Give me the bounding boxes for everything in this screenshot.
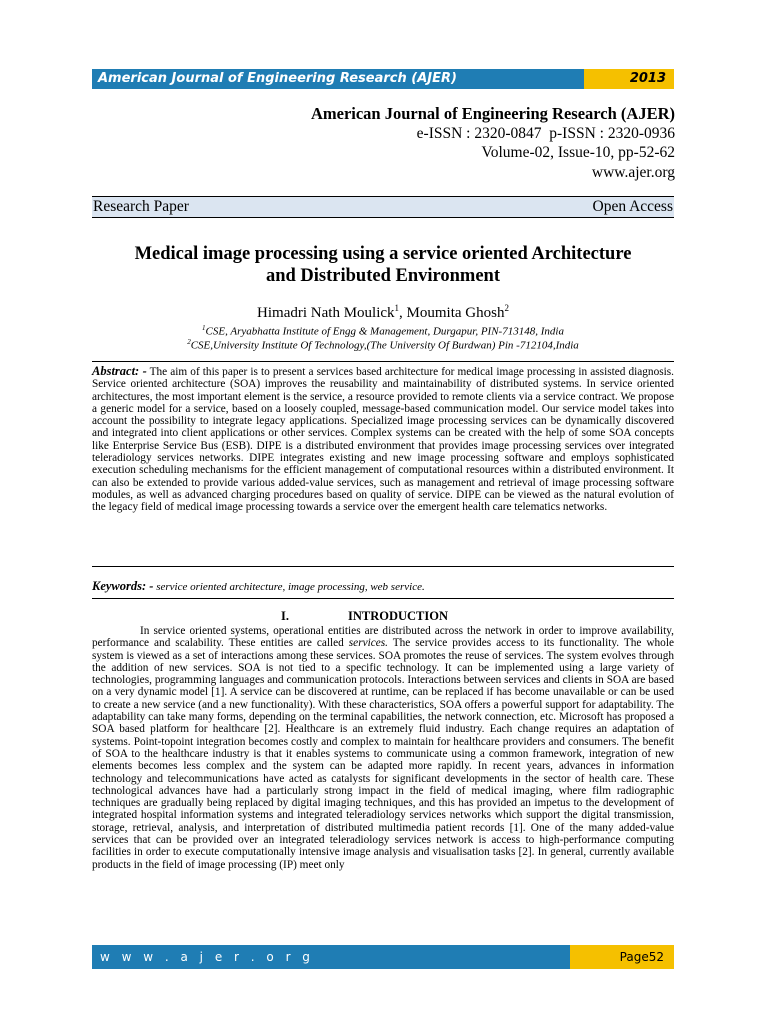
- journal-header-bar: [92, 69, 674, 89]
- page-footer: [92, 945, 674, 969]
- paper-type: Research Paper: [93, 198, 189, 215]
- paper-title-line1: Medical image processing using a service oriented Architecture: [134, 244, 632, 264]
- journal-title: American Journal of Engineering Research (AJER): [310, 104, 675, 123]
- intro-text-part2: The service provides access to its functionality. The whole system is viewed as a set of interactions among these services. SOA promotes the reuse of services. The system evolves through the addition of new services. SOA is not tied to a specific technology. It can be implemented using a large variety of technologies, programming languages and communication protocols. Interactions between services and clients in SOA are based on a very dynamic model [1]. A service can be discovered at runtime, can be replaced if has become unavailable or can be used to create a new service (and a new functionality). With these characteristics, SOA offers a powerful support for adaptability. The adaptability can take many forms, depending on the terminal capabilities, the network connection, etc. Microsoft has proposed a SOA based platform for healthcare [2]. Healthcare is an extremely fluid industry. Each change requires an adaptation of systems. Point-topoint integration becomes costly and complex to maintain for healthcare providers and consumers. The benefit of SOA to the healthcare industry is that it enables systems to communicate using a common framework, integration of new elements becomes less complex and the system can be adapted more rapidly. In recent years, advances in information technology and telecommunications have acted as catalysts for significant developments in the sector of health care. These technological advances have had a particularly strong impact in the field of medical imaging, where film radiographic techniques are gradually being replaced by digital imaging techniques, and this has provided an impetus to the development of integrated hospital information systems and integrated teleradiology services networks which support the digital transmission, storage, retrieval, analysis, and interpretation of distributed multimedia patient records [1]. One of the many added-value services that can be provided over an integrated teleradiology services network is access to high-performance computing facilities in order to execute computationally intensive image analysis and visualisation tasks [2]. In general, currently available products in the field of image processing (IP) meet only: [92, 637, 674, 871]
- footer-website: w w w . a j e r . o r g: [92, 945, 570, 969]
- journal-website: www.ajer.org: [591, 163, 675, 181]
- section-number: I.: [281, 609, 289, 623]
- affiliation-1-text: CSE, Aryabhatta Institute of Engg & Management, Durgapur, PIN-713148, India: [205, 325, 564, 338]
- affiliation-2: [92, 336, 674, 353]
- introduction-body: [92, 625, 674, 871]
- author-list: [92, 298, 674, 323]
- intro-emphasis: services.: [348, 637, 388, 650]
- paper-title: [92, 243, 674, 287]
- abstract-label: Abstract: -: [92, 364, 147, 378]
- keywords-label: Keywords: -: [92, 579, 154, 593]
- abstract-section: [92, 361, 674, 567]
- affiliation-2-text: CSE,University Institute Of Technology,(The University Of Burdwan) Pin -712104,India: [190, 339, 579, 352]
- author-1: Himadri Nath Moulick: [257, 305, 395, 321]
- paper-title-line2: and Distributed Environment: [265, 266, 501, 286]
- abstract-text: The aim of this paper is to present a services based architecture for medical image processing in assisted diagnosis. Service oriented architecture (SOA) improves the reusability and maintainability of distributed systems. In service oriented architectures, the most important element is the service, a resource provided to remote clients via a service contract. We propose a generic model for a service, based on a loosely coupled, message-based communication model. Our service model takes into account the possibility to integrate legacy applications. Specialized image processing services can be dynamically discovered and integrated into client applications or other services. Complex systems can be created with the help of some SOA concepts like Enterprise Service Bus (ESB). DIPE is a distributed environment that provides image processing services over integrated teleradiology services networks. DIPE integrates existing and new image processing software and employs sophisticated execution scheduling mechanisms for the efficient management of computational resources within a distributed environment. It can also be extended to provide various added-value services, such as management and retrieval of image processing software modules, as well as advanced charging procedures based on quality of service. DIPE can be viewed as the natural evolution of the legacy field of medical image processing towards a service over the emergent health care telematics networks.: [92, 366, 674, 514]
- intro-text-part1: In service oriented systems, operational entities are distributed across the network in order to improve availability, performance and scalability. These entities are called: [92, 625, 674, 650]
- section-title: INTRODUCTION: [348, 609, 449, 623]
- author-2: Moumita Ghosh: [406, 305, 505, 321]
- keywords-text: service oriented architecture, image processing, web service.: [153, 581, 425, 593]
- author-1-marker: 1: [394, 303, 400, 313]
- author-separator: ,: [399, 305, 407, 321]
- abstract-paragraph: [92, 365, 674, 514]
- year-badge: 2013: [584, 69, 674, 89]
- access-type: Open Access: [592, 198, 673, 215]
- affiliation-2-marker: 2: [187, 338, 191, 346]
- author-2-marker: 2: [504, 303, 509, 313]
- journal-info: [311, 104, 675, 182]
- keywords-section: [92, 576, 674, 599]
- journal-volume: Volume-02, Issue-10, pp-52-62: [481, 144, 675, 161]
- journal-issn: e-ISSN : 2320-0847 p-ISSN : 2320-0936: [416, 124, 675, 142]
- affiliation-1-marker: 1: [202, 324, 206, 332]
- journal-banner: American Journal of Engineering Research (AJER): [92, 69, 584, 89]
- paper-type-bar: [92, 196, 674, 218]
- page-number: Page52: [570, 945, 674, 969]
